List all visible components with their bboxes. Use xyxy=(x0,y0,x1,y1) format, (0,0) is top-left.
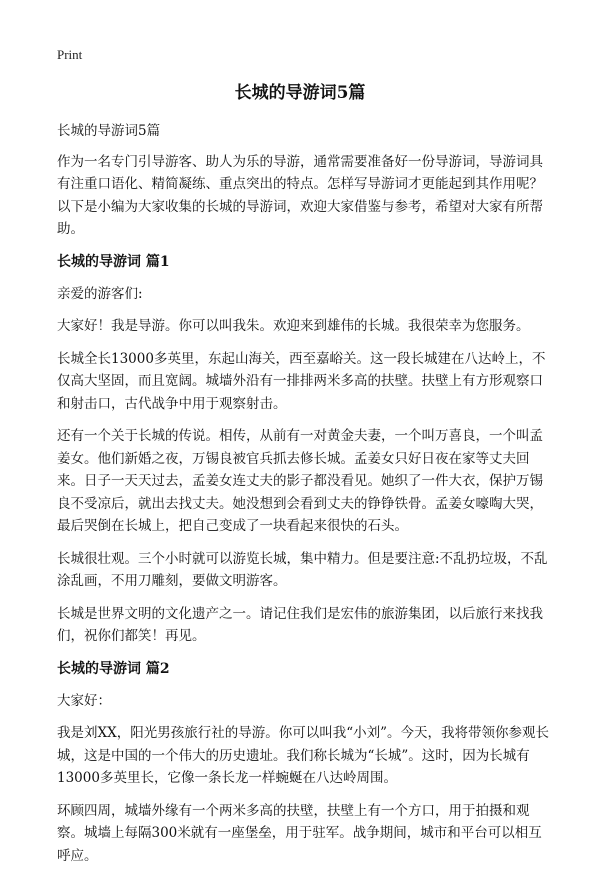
paragraph: 亲爱的游客们: xyxy=(57,285,143,302)
paragraph: 大家好： xyxy=(57,692,111,709)
page-title: 长城的导游词5篇 xyxy=(234,83,366,103)
section-heading: 长城的导游词 篇2 xyxy=(57,660,170,677)
print-link[interactable]: Print xyxy=(57,47,83,62)
section-2 xyxy=(57,658,553,868)
paragraph: 还有一个关于长城的传说。相传，从前有一对黄金夫妻，一个叫万喜良，一个叫孟姜女。他们新婚之夜，万锡良被官兵抓去修长城。孟姜女只好日夜在家等丈夫回来。日子一天天过去，孟姜女连丈夫的影子都没看见。她织了一件大衣，保护万锡良不受凉后，就出去找丈夫。她没想到会看到丈夫的铮铮铁骨。孟姜女嚎啕大哭，最后哭倒在长城上，把自己变成了一块看起来很快的石头。 xyxy=(57,428,543,534)
article-subtitle: 长城的导游词5篇 xyxy=(57,123,161,139)
paragraph: 环顾四周，城墙外缘有一个两米多高的扶壁，扶壁上有一个方口，用于拍摄和观察。城墙上每隔300米就有一座堡垒，用于驻军。战争期间，城市和平台可以相互呼应。 xyxy=(57,802,542,864)
paragraph: 我是刘XX，阳光男孩旅行社的导游。你可以叫我“小刘”。今天，我将带领你参观长城，这是中国的一个伟大的历史遗址。我们称长城为“长城”。这时，因为长城有13000多英里长，它像一条长龙一样蜿蜒在八达岭周围。 xyxy=(57,725,550,786)
intro-paragraph: 作为一名专门引导游客、助人为乐的导游，通常需要准备好一份导游词，导游词具有注重口语化、精简凝练、重点突出的特点。怎样写导游词才更能起到其作用呢？以下是小编为大家收集的长城的导游词，欢迎大家借鉴与参考，希望对大家有所帮助。 xyxy=(57,153,543,237)
section-1 xyxy=(57,251,553,648)
section-heading: 长城的导游词 篇1 xyxy=(57,253,170,270)
paragraph: 长城很壮观。三个小时就可以游览长城，集中精力。但是要注意:不乱扔垃圾，不乱涂乱画，不用刀雕刻，要做文明游客。 xyxy=(57,550,548,589)
paragraph: 长城是世界文明的文化遗产之一。请记住我们是宏伟的旅游集团，以后旅行来找我们，祝你们都笑！再见。 xyxy=(57,605,543,644)
paragraph: 长城全长13000多英里，东起山海关，西至嘉峪关。这一段长城建在八达岭上，不仅高大坚固，而且宽阔。城墙外沿有一排排两米多高的扶壁。扶壁上有方形观察口和射击口，古代战争中用于观察射击。 xyxy=(57,350,546,412)
article-body xyxy=(57,120,553,877)
paragraph: 大家好！我是导游。你可以叫我朱。欢迎来到雄伟的长城。我很荣幸为您服务。 xyxy=(57,318,530,334)
